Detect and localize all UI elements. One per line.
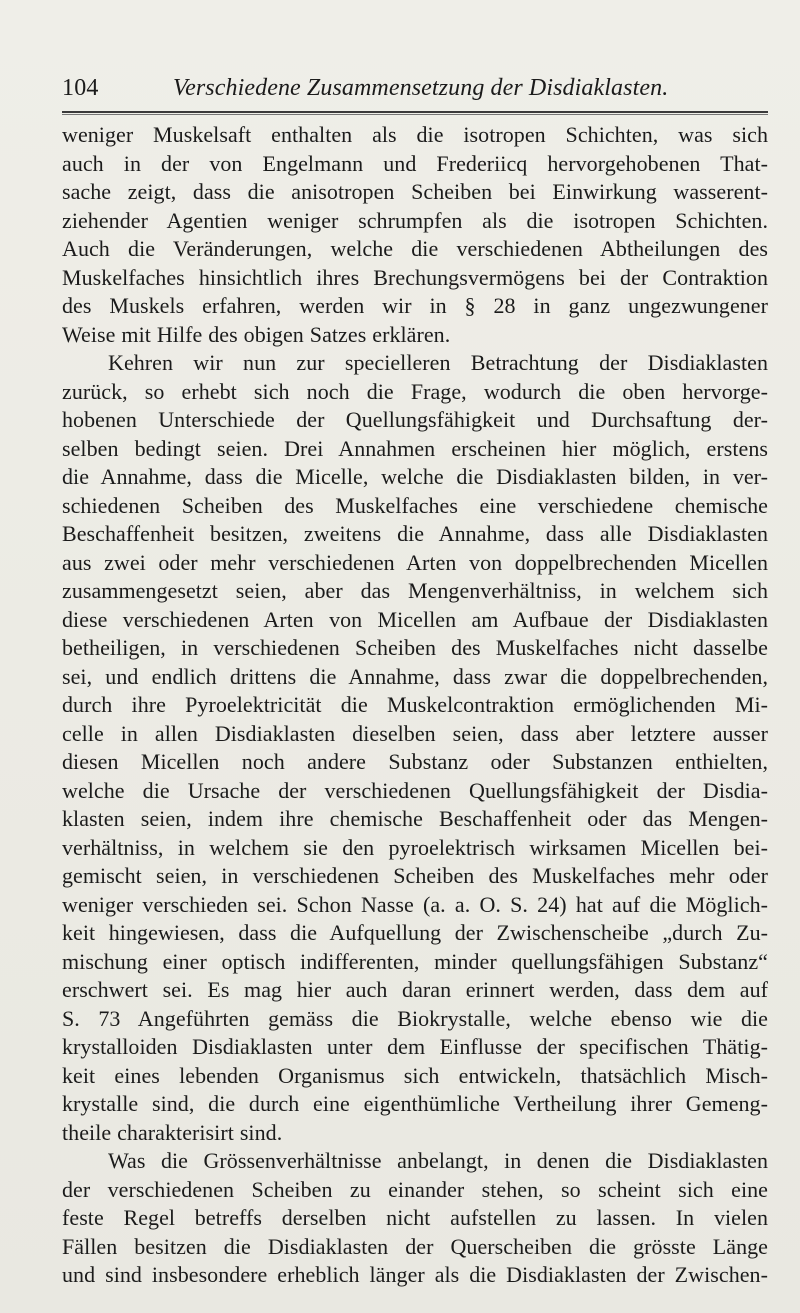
text-line: die Annahme, dass die Micelle, welche die Disdiaklasten bilden, in ver-	[62, 464, 768, 489]
text-line: Fällen besitzen die Disdiaklasten der Querscheiben die grösste Länge	[62, 1233, 768, 1259]
text-line: mischung einer optisch indifferenten, minder quellungsfähigen Substanz“	[62, 948, 768, 974]
text-line: keit eines lebenden Organismus sich entwickeln, thatsächlich Misch-	[62, 1062, 768, 1088]
text-line: S. 73 Angeführten gemäss die Biokrystalle, welche ebenso wie die	[62, 1005, 768, 1031]
header-rule	[62, 111, 768, 113]
text-line: des Muskels erfahren, werden wir in § 28 in ganz ungezwungener	[62, 293, 768, 318]
text-line: hobenen Unterschiede der Quellungsfähigkeit und Durchsaftung der-	[62, 407, 768, 432]
text-line: zusammengesetzt seien, aber das Mengenverhältniss, in welchem sich	[62, 578, 768, 603]
text-line: sache zeigt, dass die anisotropen Scheiben bei Einwirkung wasserent-	[62, 179, 768, 204]
text-line: und sind insbesondere erheblich länger als die Disdiaklasten der Zwischen-	[62, 1262, 768, 1287]
text-line: aus zwei oder mehr verschiedenen Arten von doppelbrechenden Micellen	[62, 549, 768, 575]
text-line: Kehren wir nun zur specielleren Betrachtung der Disdiaklasten	[108, 350, 768, 375]
text-line: erschwert sei. Es mag hier auch daran erinnert werden, dass dem auf	[62, 977, 768, 1002]
text-line: krystalle sind, die durch eine eigenthümliche Vertheilung ihrer Gemeng-	[62, 1091, 768, 1116]
text-line: betheiligen, in verschiedenen Scheiben des Muskelfaches nicht dasselbe	[62, 635, 768, 660]
header-rule-thin	[62, 114, 768, 115]
text-line: sei, und endlich drittens die Annahme, dass zwar die doppelbrechenden,	[62, 663, 768, 689]
text-line: selben bedingt seien. Drei Annahmen erscheinen hier möglich, erstens	[62, 435, 768, 461]
text-line: zurück, so erhebt sich noch die Frage, wodurch die oben hervorge-	[62, 378, 768, 404]
text-line: der verschiedenen Scheiben zu einander stehen, so scheint sich eine	[62, 1176, 768, 1202]
text-line: celle in allen Disdiaklasten dieselben seien, dass aber letztere ausser	[62, 720, 768, 746]
text-line: weniger verschieden sei. Schon Nasse (a. a. O. S. 24) hat auf die Möglich-	[62, 891, 768, 917]
text-line: Auch die Veränderungen, welche die verschiedenen Abtheilungen des	[62, 236, 768, 261]
body-text	[62, 121, 768, 1290]
text-line: Was die Grössenverhältnisse anbelangt, in denen die Disdiaklasten	[108, 1148, 768, 1173]
text-line: krystalloiden Disdiaklasten unter dem Einflusse der specifischen Thätig-	[62, 1034, 768, 1059]
text-line: Weise mit Hilfe des obigen Satzes erklären.	[62, 321, 451, 347]
text-line: auch in der von Engelmann und Frederiicq hervorgehobenen That-	[62, 150, 768, 176]
text-line: theile charakterisirt sind.	[62, 1119, 283, 1145]
running-title: Verschiedene Zusammensetzung der Disdiaklasten.	[173, 75, 669, 101]
text-line: ziehender Agentien weniger schrumpfen als die isotropen Schichten.	[62, 207, 768, 233]
text-line: diesen Micellen noch andere Substanz oder Substanzen enthielten,	[62, 749, 768, 774]
text-line: welche die Ursache der verschiedenen Quellungsfähigkeit der Disdia-	[62, 777, 768, 803]
text-line: gemischt seien, in verschiedenen Scheiben des Muskelfaches mehr oder	[62, 863, 768, 888]
text-line: Muskelfaches hinsichtlich ihres Brechungsvermögens bei der Contraktion	[62, 264, 768, 290]
text-line: feste Regel betreffs derselben nicht aufstellen zu lassen. In vielen	[62, 1205, 768, 1230]
text-line: diese verschiedenen Arten von Micellen am Aufbaue der Disdiaklasten	[62, 606, 768, 632]
text-line: keit hingewiesen, dass die Aufquellung der Zwischenscheibe „durch Zu-	[62, 920, 768, 945]
text-line: Beschaffenheit besitzen, zweitens die Annahme, dass alle Disdiaklasten	[62, 521, 768, 546]
page-number: 104	[62, 75, 99, 101]
text-line: weniger Muskelsaft enthalten als die isotropen Schichten, was sich	[62, 122, 768, 147]
text-line: verhältniss, in welchem sie den pyroelektrisch wirksamen Micellen bei-	[62, 834, 768, 860]
page-header	[62, 72, 768, 106]
text-line: schiedenen Scheiben des Muskelfaches eine verschiedene chemische	[62, 492, 768, 518]
text-line: klasten seien, indem ihre chemische Beschaffenheit oder das Mengen-	[62, 806, 768, 831]
text-line: durch ihre Pyroelektricität die Muskelcontraktion ermöglichenden Mi-	[62, 692, 768, 717]
